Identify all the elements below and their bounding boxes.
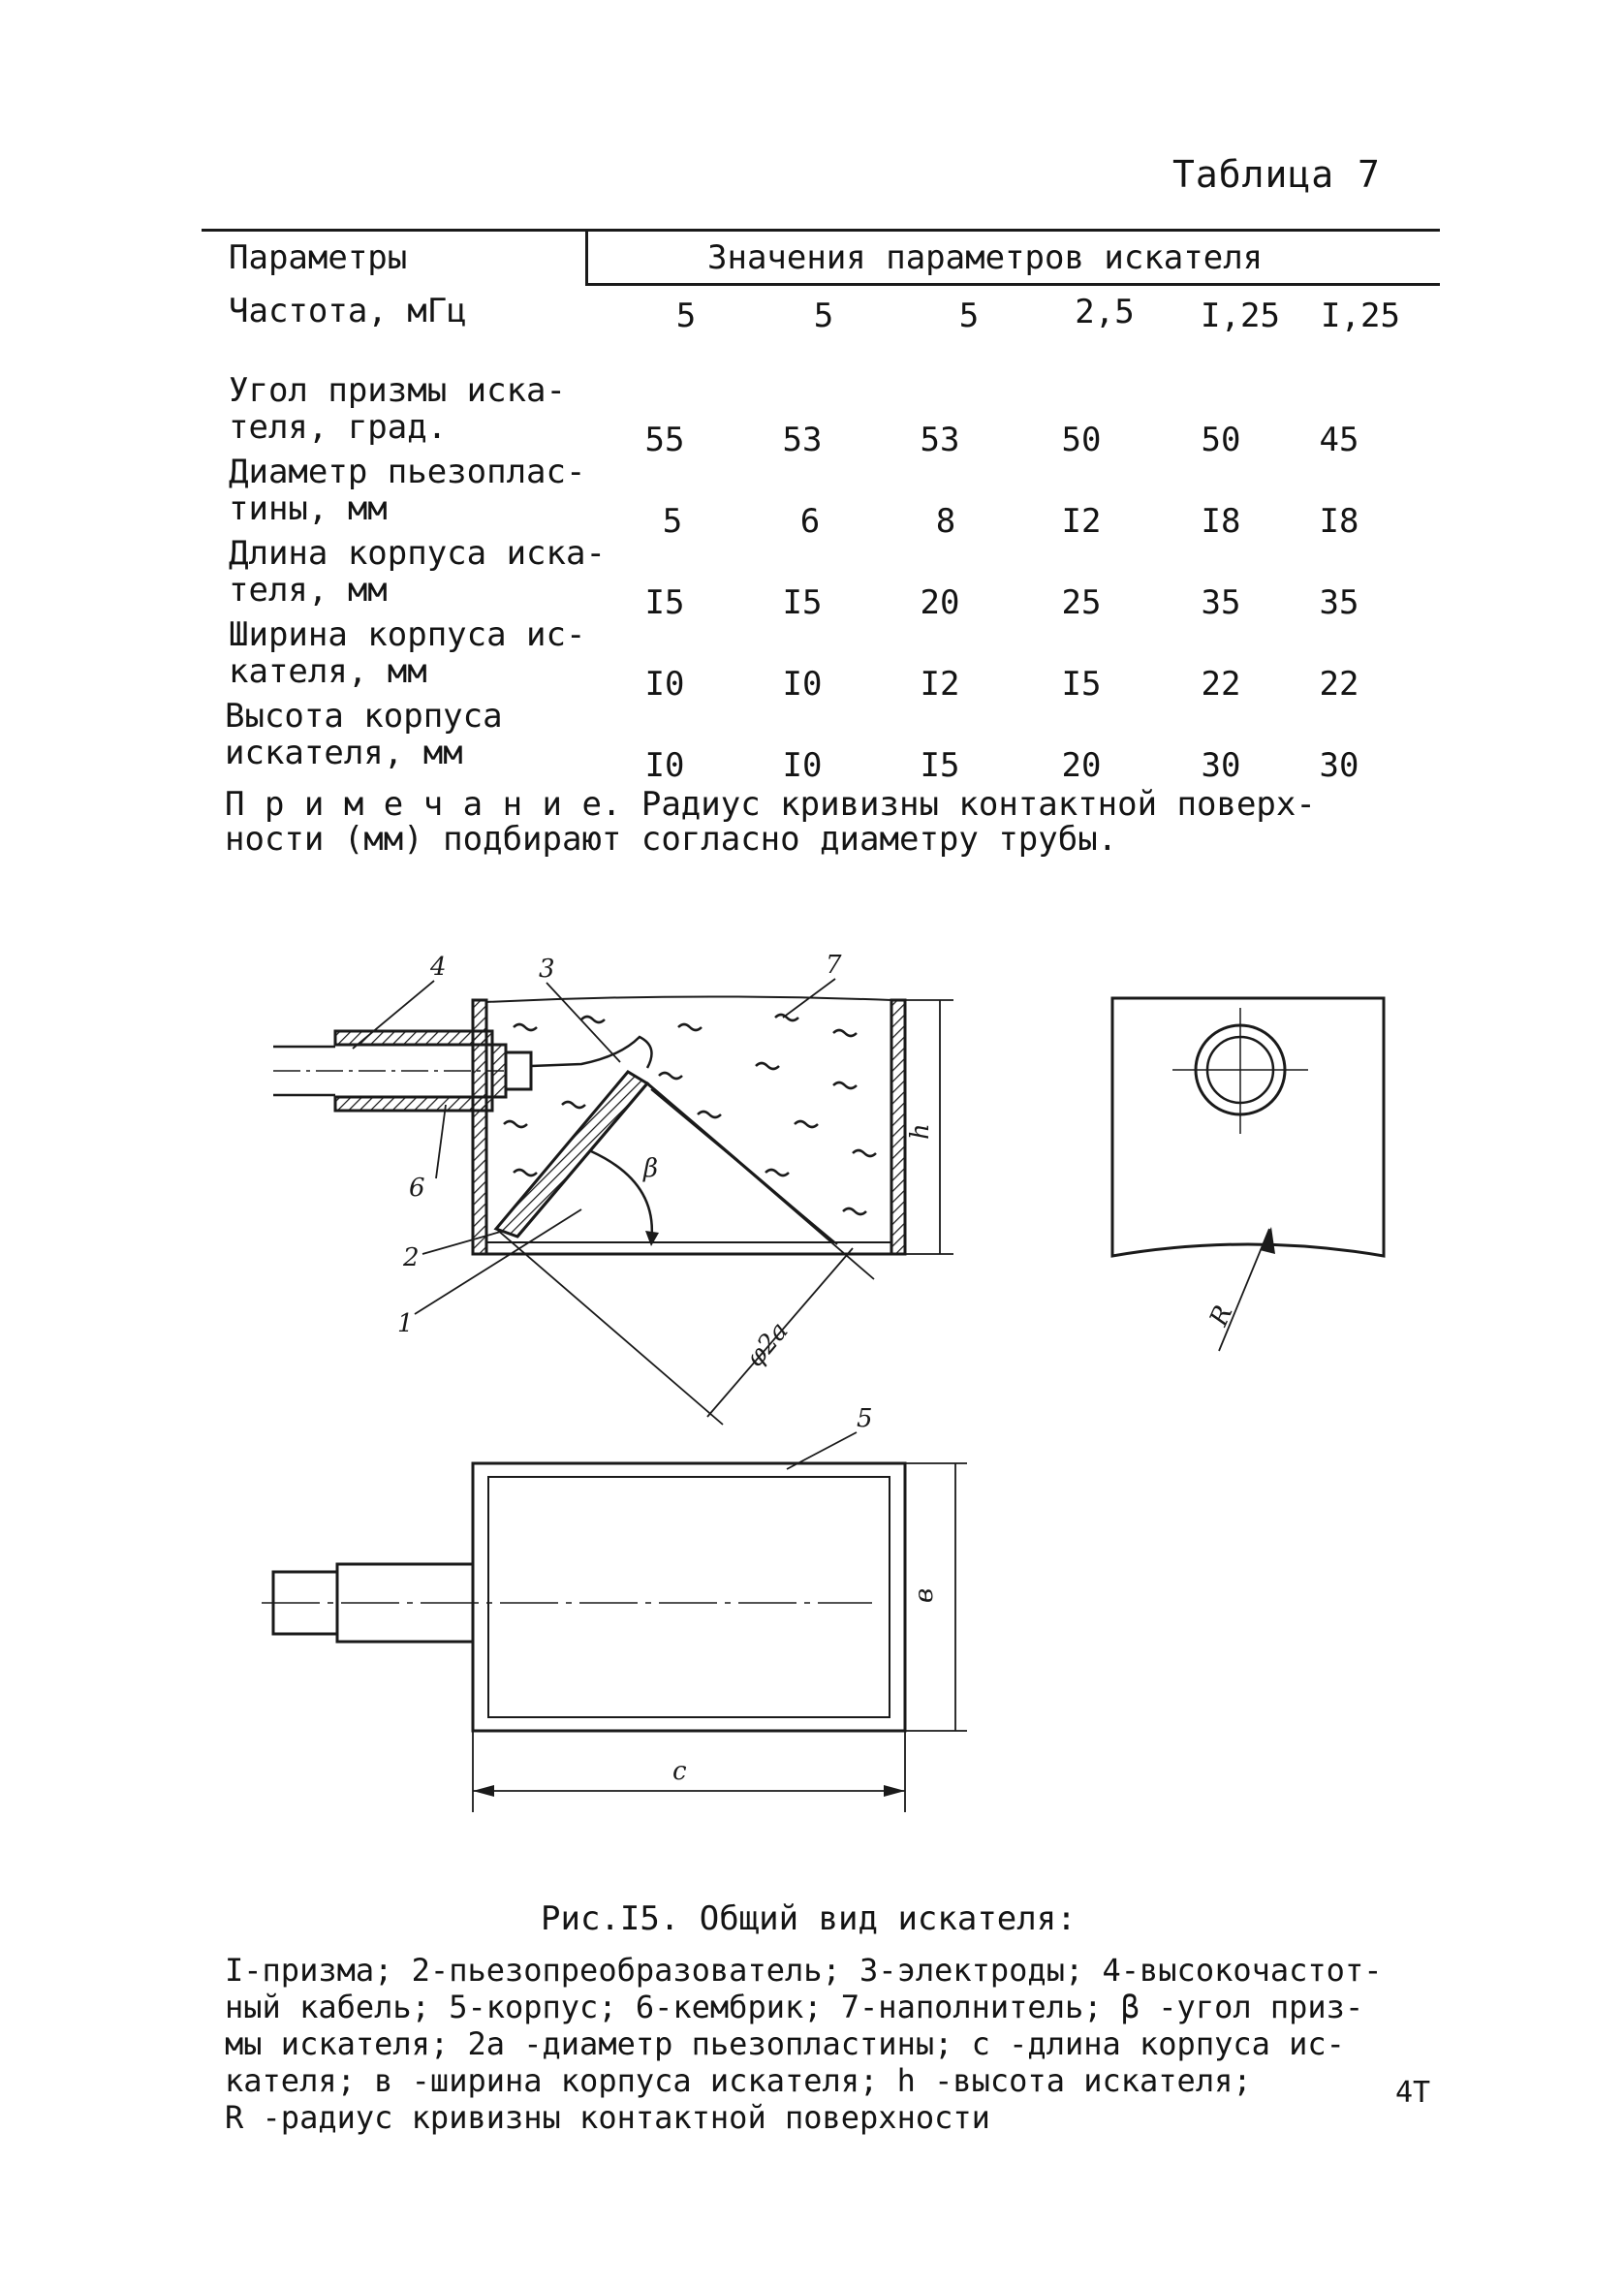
cell-value: 50 [1061,421,1102,459]
label-3: 3 [539,955,555,984]
beta-arrow-head [645,1231,659,1246]
cell-value: I5 [1061,665,1102,704]
cell-value: I0 [644,746,685,785]
leader-3 [547,983,620,1062]
label-1: 1 [397,1309,414,1338]
cell-value: I5 [782,583,823,622]
cell-value: I0 [644,665,685,704]
cell-value: 35 [1319,583,1359,622]
label-beta: β [643,1154,659,1183]
cell-value: I8 [1201,502,1241,541]
label-5: 5 [857,1404,873,1433]
page-number: 4T [1395,2076,1431,2110]
cell-value: 30 [1319,746,1359,785]
label-b: в [910,1587,939,1603]
cell-value: I2 [1061,502,1102,541]
cell-value: 20 [920,583,960,622]
cell-value: I5 [920,746,960,785]
row-label: Частота, мГц [229,292,467,330]
radius-arrow-head [1260,1227,1275,1254]
row-label: Длина корпуса иска- теля, мм [229,534,606,610]
cell-value: I,25 [1321,297,1400,335]
table-header-values: Значения параметров искателя [707,238,1264,277]
label-6: 6 [409,1174,425,1203]
table-top-rule [202,229,1440,232]
cell-value: I,25 [1201,297,1280,335]
cell-value: 5 [675,297,697,335]
cell-value: 50 [1201,421,1241,459]
electrode-wire [531,1037,652,1068]
cell-value: 45 [1319,421,1359,459]
transducer-figure [0,930,1624,1861]
cell-value: 5 [662,502,683,541]
cambric-end [492,1045,506,1097]
label-R: R [1203,1301,1239,1331]
label-diameter: φ2a [740,1316,795,1373]
front-view [1112,998,1384,1351]
diam-extension-line [647,1083,874,1279]
cell-value: 30 [1201,746,1241,785]
row-label: Высота корпуса искателя, мм [225,697,503,772]
connector [506,1052,531,1089]
c-arrow-head [473,1785,494,1797]
label-h: h [906,1123,935,1140]
table-header-rule [585,283,1440,286]
cell-value: I5 [644,583,685,622]
label-7: 7 [826,951,842,980]
table-header-parameters: Параметры [229,238,408,277]
cell-value: 2,5 [1075,293,1135,331]
cell-value: I8 [1319,502,1359,541]
side-section-view [273,979,953,1425]
figure-caption: Рис.I5. Общий вид искателя: [541,1899,1077,1938]
cell-value: 5 [958,297,980,335]
cell-value: 22 [1201,665,1241,704]
leader-6 [436,1105,446,1178]
table-note: П р и м е ч а н и е. Радиус кривизны контактной поверх- ности (мм) подбирают согласно диаметру трубы. [225,785,1316,859]
cell-value: 53 [782,421,823,459]
top-view-inner [488,1477,890,1717]
top-view-outer [473,1463,905,1731]
label-c: c [672,1757,687,1786]
filler-top-surface [486,996,891,1002]
cambric-bottom [335,1097,492,1111]
figure-legend: I-призма; 2-пьезопреобразователь; 3-электроды; 4-высокочастот- ный кабель; 5-корпус; 6-кембрик; 7-наполнитель; β -угол приз- мы искателя; 2а -диаметр пьезопластины; с -длина корпуса ис- кателя; в -ширина корпуса искателя; h -высота искателя; R -радиус кривизны контактной поверхности [225,1952,1383,2136]
cell-value: 8 [935,502,956,541]
label-4: 4 [430,953,447,982]
housing-right-wall [891,1000,905,1254]
cell-value: 53 [920,421,960,459]
row-label: Ширина корпуса ис- кателя, мм [229,615,586,691]
cell-value: I0 [782,746,823,785]
cell-value: 35 [1201,583,1241,622]
cell-value: 20 [1061,746,1102,785]
cell-value: 55 [644,421,685,459]
row-label: Угол призмы иска- теля, град. [229,371,566,447]
cell-value: 25 [1061,583,1102,622]
piezo-plate [496,1072,647,1237]
c-arrow-head [884,1785,905,1797]
cell-value: 6 [799,502,821,541]
cell-value: 5 [813,297,834,335]
cell-value: I2 [920,665,960,704]
cell-value: 22 [1319,665,1359,704]
row-label: Диаметр пьезоплас- тины, мм [229,453,586,528]
diam-extension-line [496,1229,723,1425]
table-column-divider [585,229,588,283]
table-title: Таблица 7 [1172,153,1381,196]
label-2: 2 [403,1243,420,1272]
top-view [262,1432,967,1812]
cell-value: I0 [782,665,823,704]
